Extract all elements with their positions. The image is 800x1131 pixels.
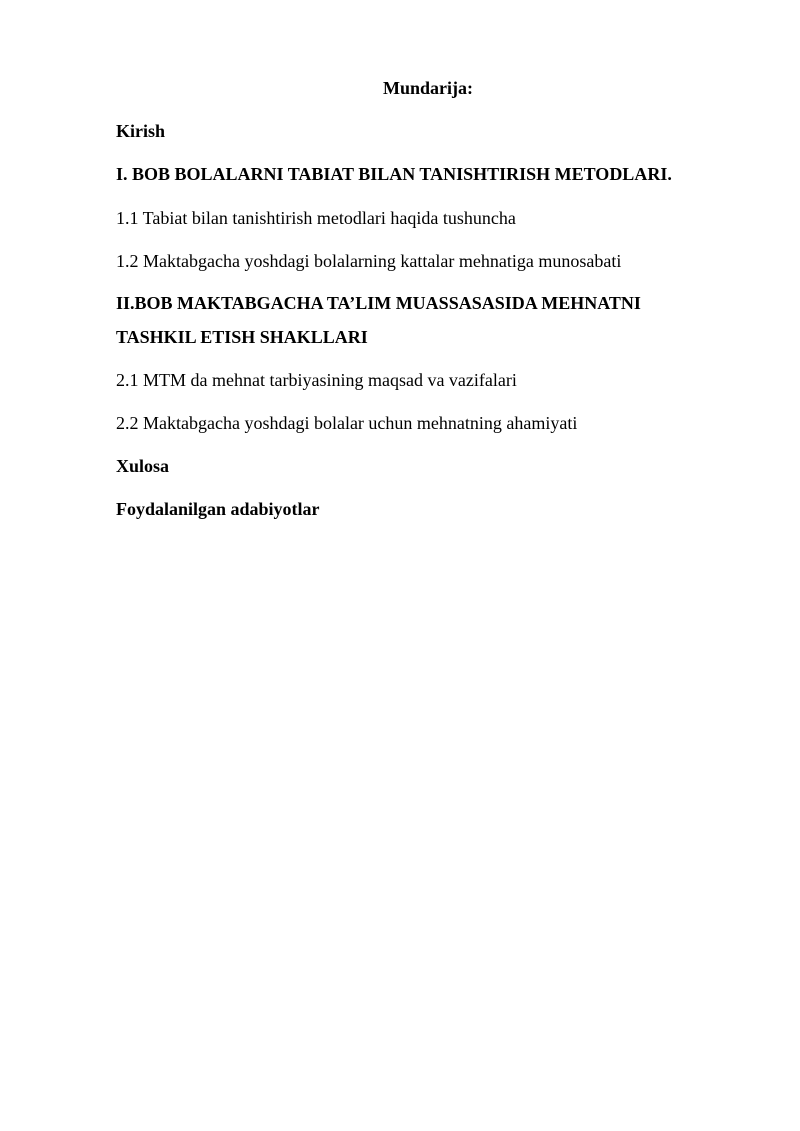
toc-entry-section-2-1: 2.1 MTM da mehnat tarbiyasining maqsad va vazifalari bbox=[116, 370, 517, 390]
toc-entry-references: Foydalanilgan adabiyotlar bbox=[116, 499, 320, 519]
toc-entry-chapter-1: I. BOB BOLALARNI TABIAT BILAN TANISHTIRISH METODLARI. bbox=[116, 164, 672, 184]
toc-entry-chapter-2: II.BOB MAKTABGACHA TA’LIM MUASSASASIDA MEHNATNI TASHKIL ETISH SHAKLLARI bbox=[116, 293, 641, 347]
toc-title: Mundarija: bbox=[383, 78, 473, 98]
toc-entry-kirish: Kirish bbox=[116, 121, 166, 141]
toc-entry-xulosa: Xulosa bbox=[116, 456, 170, 476]
toc-entry-section-1-2: 1.2 Maktabgacha yoshdagi bolalarning kattalar mehnatiga munosabati bbox=[116, 251, 622, 271]
toc-entry-section-2-2: 2.2 Maktabgacha yoshdagi bolalar uchun mehnatning ahamiyati bbox=[116, 413, 578, 433]
toc-entry-section-1-1: 1.1 Tabiat bilan tanishtirish metodlari haqida tushuncha bbox=[116, 208, 516, 228]
